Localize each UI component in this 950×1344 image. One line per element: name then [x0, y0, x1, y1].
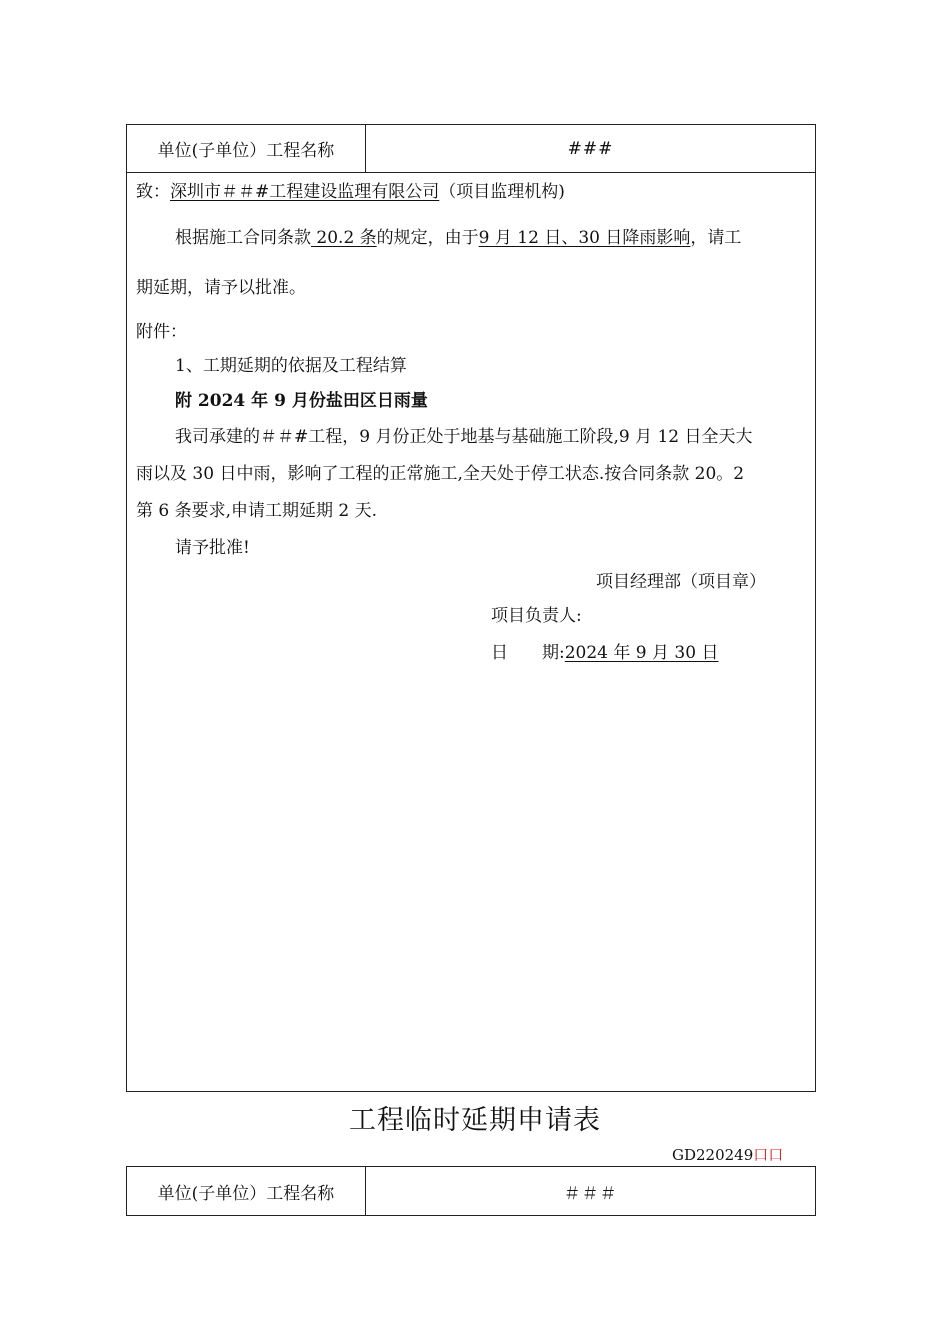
request-text-b: 的规定，由于	[376, 228, 479, 248]
addressee-prefix: 致：	[136, 182, 170, 202]
contract-clause: 20.2 条	[311, 228, 377, 248]
attachment-title: 附 2024 年 9 月份盐田区日雨量	[175, 391, 428, 411]
addressee-suffix: （项目监理机构)	[439, 182, 565, 202]
form-table-1	[126, 124, 816, 1092]
form-code-suffix: 口口	[753, 1146, 784, 1164]
request-text-a: 根据施工合同条款	[175, 228, 311, 248]
request-text-c: ，请工	[690, 228, 742, 248]
unit-name-row	[127, 125, 815, 173]
form-title: 工程临时延期申请表	[349, 1105, 601, 1136]
project-dept-seal: 项目经理部（项目章）	[596, 572, 766, 592]
closing-text: 请予批准!	[175, 538, 250, 558]
addressee-line	[136, 177, 565, 202]
date-label: 日 期:	[491, 643, 565, 663]
attachment-item: 1、工期延期的依据及工程结算	[175, 356, 407, 376]
date-value: 2024 年 9 月 30 日	[564, 643, 719, 663]
form-code	[672, 1144, 783, 1165]
body-line-2: 雨以及 30 日中雨，影响了工程的正常施工,全天处于停工状态.按合同条款 20。2	[136, 464, 745, 484]
unit-name-label: 单位(子单位）工程名称	[127, 125, 366, 172]
request-paragraph-line-2: 期延期，请予以批准。	[136, 278, 306, 298]
unit-name-row-2	[127, 1167, 815, 1215]
unit-name-label-2: 单位(子单位）工程名称	[127, 1167, 366, 1215]
date-line	[491, 638, 718, 663]
form-code-number: GD220249	[672, 1146, 754, 1164]
form-table-2	[126, 1166, 816, 1216]
attachment-label: 附件：	[136, 322, 187, 342]
addressee-company: 深圳市＃＃#工程建设监理有限公司	[170, 182, 440, 202]
body-line-1: 我司承建的＃＃#工程，9 月份正处于地基与基础施工阶段,9 月 12 日全天大	[175, 427, 753, 447]
unit-name-value-2: ＃＃＃	[563, 1183, 618, 1204]
project-manager-label: 项目负责人:	[491, 606, 582, 626]
body-line-3: 第 6 条要求,申请工期延期 2 天.	[136, 501, 378, 521]
delay-reason: 9 月 12 日、30 日降雨影响	[478, 228, 691, 248]
request-paragraph-line-1	[175, 223, 741, 248]
unit-name-value: ###	[567, 138, 614, 159]
